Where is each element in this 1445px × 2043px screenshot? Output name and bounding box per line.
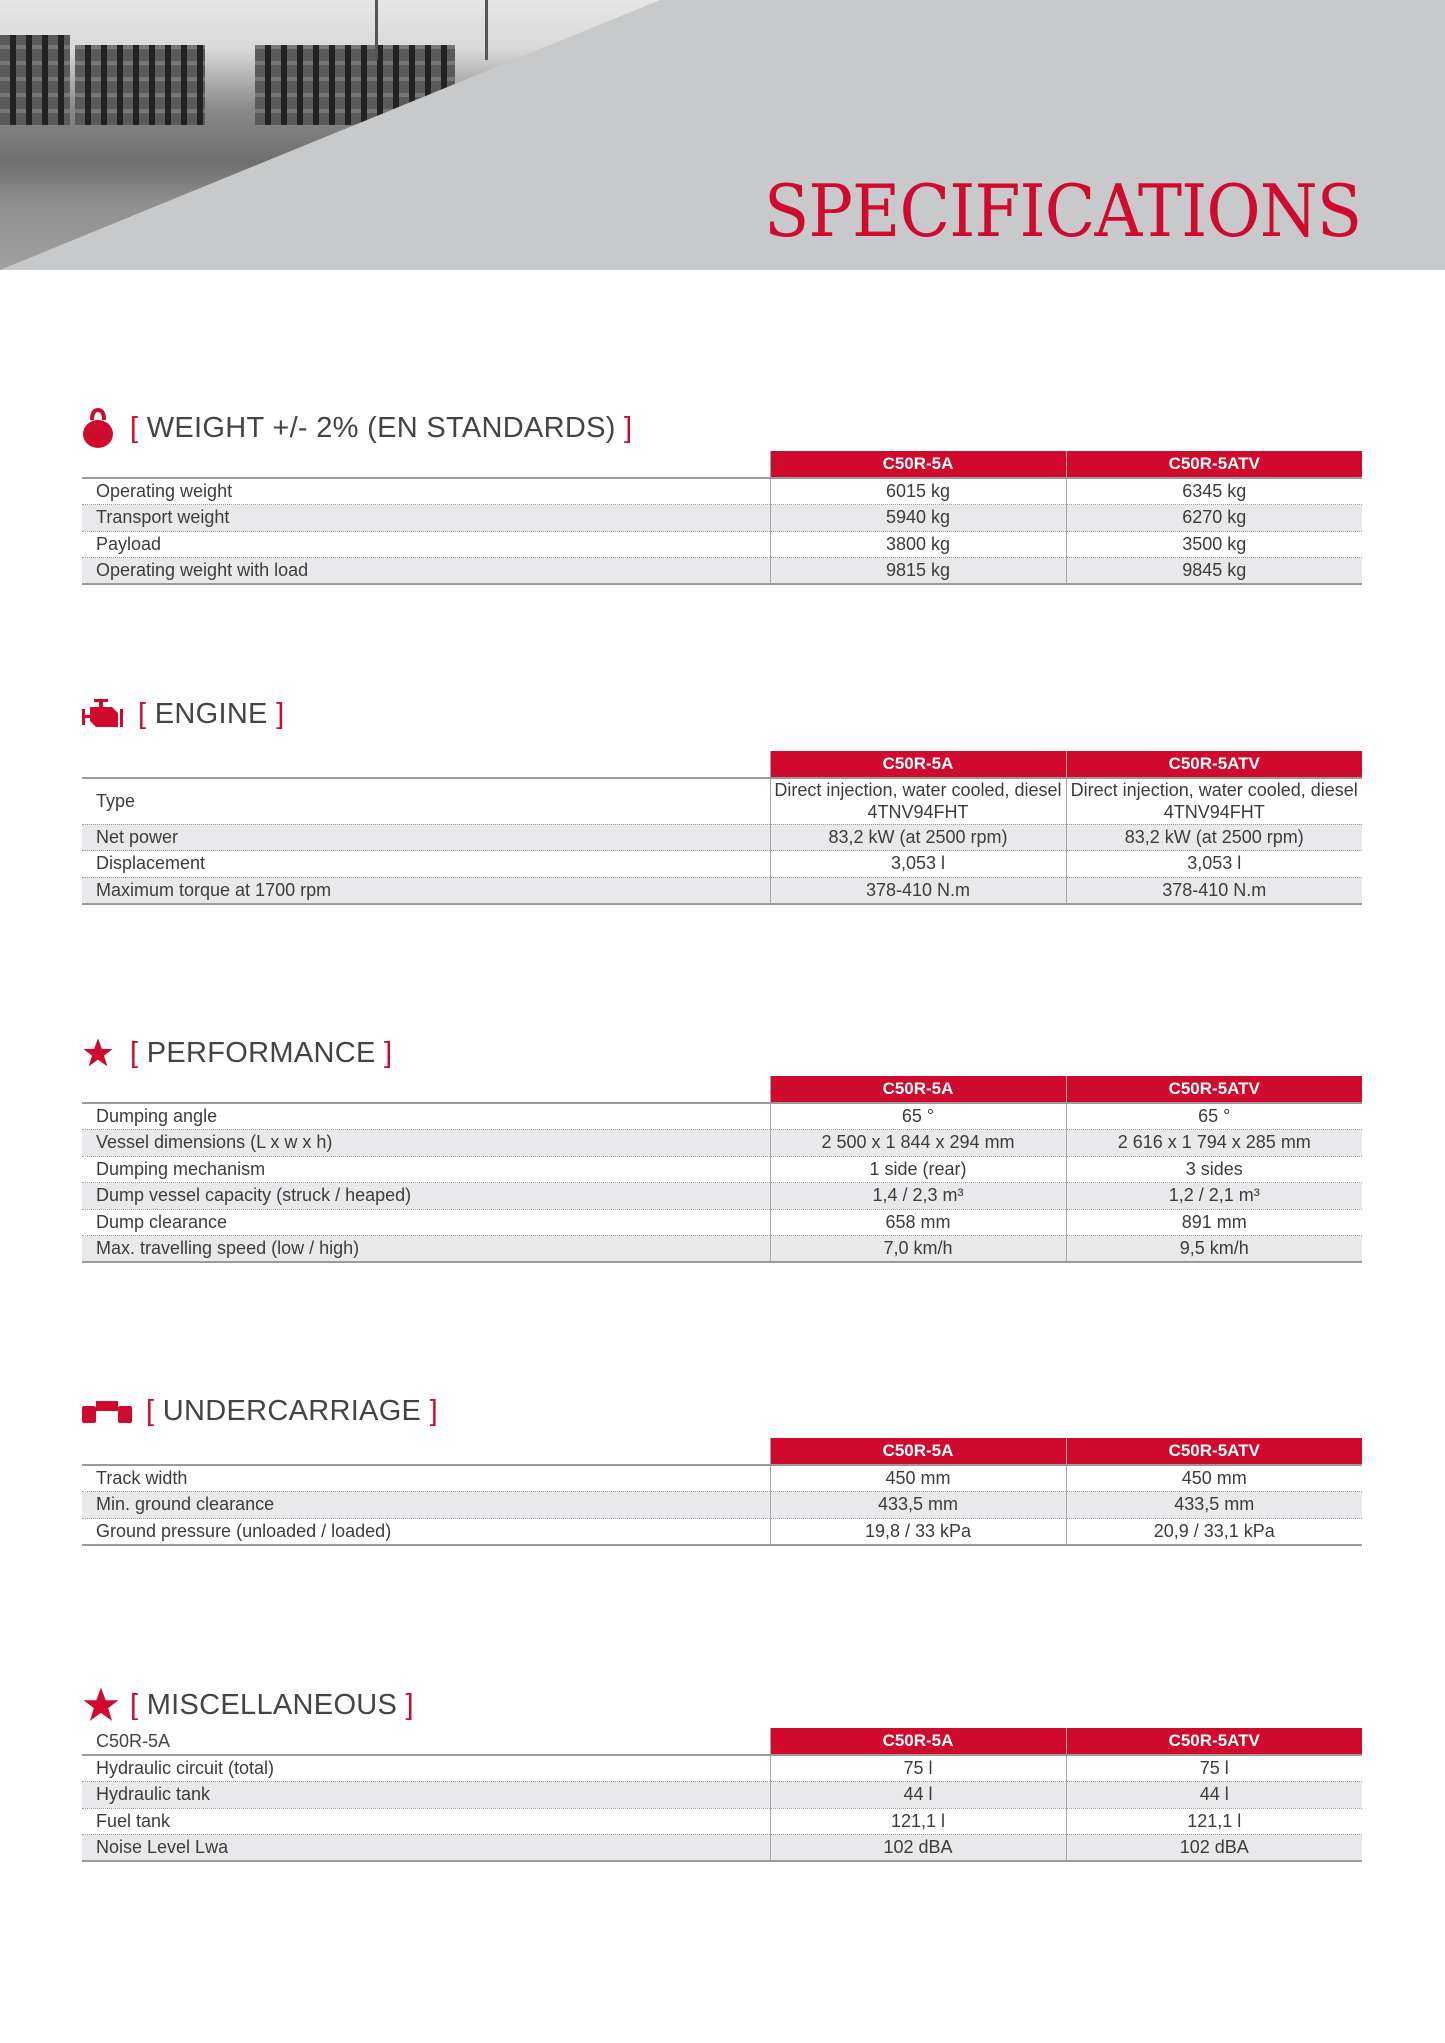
row-value: 2 616 x 1 794 x 285 mm: [1066, 1130, 1362, 1157]
row-label: Hydraulic tank: [82, 1782, 770, 1809]
row-value: 65 °: [770, 1103, 1066, 1130]
corner-label: [82, 1076, 770, 1103]
row-value: 102 dBA: [1066, 1835, 1362, 1862]
row-label: Operating weight: [82, 478, 770, 505]
table-row: [82, 824, 1362, 851]
table-row: [82, 531, 1362, 558]
row-value: 65 °: [1066, 1103, 1362, 1130]
row-label: Fuel tank: [82, 1808, 770, 1835]
row-value: Direct injection, water cooled, diesel 4TNV94FHT: [1066, 778, 1362, 824]
section-title: UNDERCARRIAGE: [162, 1394, 422, 1427]
star-icon: [82, 1685, 122, 1725]
table-row: [82, 505, 1362, 532]
row-value: 450 mm: [1066, 1465, 1362, 1492]
row-value: 44 l: [770, 1782, 1066, 1809]
table-row: [82, 1518, 1362, 1545]
section-weight: [ WEIGHT +/- 2% (EN STANDARDS) ] C50R-5A C50R-5ATV Operating weight 6015 kg 6345 kg Transport weight 5940 kg 6270 kg Payload 3800 kg 3500 kg Operating weight with load 9815 kg 9845 kg: [82, 405, 1362, 585]
row-label: Ground pressure (unloaded / loaded): [82, 1518, 770, 1545]
row-label: Vessel dimensions (L x w x h): [82, 1130, 770, 1157]
column-header: C50R-5A: [770, 451, 1066, 478]
table-row: [82, 478, 1362, 505]
header-banner: [0, 0, 1445, 270]
table-row: [82, 1492, 1362, 1519]
section-performance: [ PERFORMANCE ] C50R-5A C50R-5ATV Dumping angle 65 ° 65 ° Vessel dimensions (L x w x h) 2 500 x 1 844 x 294 mm 2 616 x 1 794 x 285 mm Dumping mechanism 1 side (rear) 3 sides Dump vessel capacity (struck / heaped) 1,4 / 2,3 m³ 1,2 / 2,1 m³ Dump clearance 658 mm 891 mm Max. travelling speed (low / high) 7,0 km/h 9,5 km/h: [82, 1030, 1362, 1263]
page-title: SPECIFICATIONS: [763, 169, 1361, 253]
section-title: WEIGHT +/- 2% (EN STANDARDS): [146, 411, 616, 444]
row-label: Dump vessel capacity (struck / heaped): [82, 1183, 770, 1210]
engine-icon: [82, 694, 130, 734]
construction-site-photo: [0, 0, 660, 270]
row-label: Dumping mechanism: [82, 1156, 770, 1183]
table-row: [82, 877, 1362, 904]
corner-label: C50R-5A: [96, 1730, 171, 1751]
row-value: 6270 kg: [1066, 505, 1362, 532]
row-value: 378-410 N.m: [770, 877, 1066, 904]
row-label: Max. travelling speed (low / high): [82, 1236, 770, 1263]
table-row: [82, 1209, 1362, 1236]
row-value: 6345 kg: [1066, 478, 1362, 505]
spec-table: [82, 1438, 1362, 1546]
table-row: [82, 1156, 1362, 1183]
table-row: [82, 1465, 1362, 1492]
row-label: Type: [82, 778, 770, 824]
row-value: 102 dBA: [770, 1835, 1066, 1862]
track-icon: [82, 1391, 138, 1431]
row-label: Dump clearance: [82, 1209, 770, 1236]
spec-table: [82, 451, 1362, 585]
row-value: 3500 kg: [1066, 531, 1362, 558]
row-value: 75 l: [770, 1755, 1066, 1782]
row-label: Transport weight: [82, 505, 770, 532]
spec-table: [82, 1728, 1362, 1862]
column-header: C50R-5ATV: [1066, 1076, 1362, 1103]
section-undercarriage: [ UNDERCARRIAGE ] C50R-5A C50R-5ATV Track width 450 mm 450 mm Min. ground clearance 433,5 mm 433,5 mm Ground pressure (unloaded / loaded) 19,8 / 33 kPa 20,9 / 33,1 kPa: [82, 1388, 1362, 1546]
table-row: [82, 1130, 1362, 1157]
table-row: [82, 1808, 1362, 1835]
row-value: 2 500 x 1 844 x 294 mm: [770, 1130, 1066, 1157]
row-label: Track width: [82, 1465, 770, 1492]
row-value: 450 mm: [770, 1465, 1066, 1492]
spec-table: [82, 751, 1362, 905]
table-row: [82, 1782, 1362, 1809]
row-value: 75 l: [1066, 1755, 1362, 1782]
section-title: MISCELLANEOUS: [146, 1688, 398, 1721]
row-value: 433,5 mm: [770, 1492, 1066, 1519]
column-header: C50R-5ATV: [1066, 1438, 1362, 1465]
row-value: 7,0 km/h: [770, 1236, 1066, 1263]
row-value: 433,5 mm: [1066, 1492, 1362, 1519]
row-label: Noise Level Lwa: [82, 1835, 770, 1862]
row-value: 1,2 / 2,1 m³: [1066, 1183, 1362, 1210]
row-value: 83,2 kW (at 2500 rpm): [770, 824, 1066, 851]
column-header: C50R-5ATV: [1066, 1728, 1362, 1755]
row-value: 3,053 l: [770, 851, 1066, 878]
row-value: 9,5 km/h: [1066, 1236, 1362, 1263]
row-label: Hydraulic circuit (total): [82, 1755, 770, 1782]
table-row: [82, 558, 1362, 585]
table-row: [82, 1755, 1362, 1782]
column-header: C50R-5A: [770, 1076, 1066, 1103]
row-value: 5940 kg: [770, 505, 1066, 532]
row-value: 19,8 / 33 kPa: [770, 1518, 1066, 1545]
weight-icon: [82, 408, 122, 448]
row-value: 891 mm: [1066, 1209, 1362, 1236]
row-label: Operating weight with load: [82, 558, 770, 585]
section-title: ENGINE: [154, 697, 268, 730]
table-row: [82, 1103, 1362, 1130]
table-row: [82, 1236, 1362, 1263]
spec-table: [82, 1076, 1362, 1263]
row-value: 83,2 kW (at 2500 rpm): [1066, 824, 1362, 851]
row-value: 20,9 / 33,1 kPa: [1066, 1518, 1362, 1545]
section-title: PERFORMANCE: [146, 1036, 376, 1069]
row-value: 3 sides: [1066, 1156, 1362, 1183]
table-row: [82, 851, 1362, 878]
row-label: Maximum torque at 1700 rpm: [82, 877, 770, 904]
row-label: Min. ground clearance: [82, 1492, 770, 1519]
row-value: 121,1 l: [1066, 1808, 1362, 1835]
column-header: C50R-5A: [770, 1438, 1066, 1465]
row-value: 6015 kg: [770, 478, 1066, 505]
table-row: [82, 1183, 1362, 1210]
table-row: [82, 778, 1362, 824]
star-icon: [82, 1033, 122, 1073]
corner-label: [82, 1438, 770, 1465]
row-value: 44 l: [1066, 1782, 1362, 1809]
row-value: 1,4 / 2,3 m³: [770, 1183, 1066, 1210]
row-value: 378-410 N.m: [1066, 877, 1362, 904]
corner-label: [82, 451, 770, 478]
row-label: Dumping angle: [82, 1103, 770, 1130]
section-miscellaneous: [ MISCELLANEOUS ] C50R-5A C50R-5A C50R-5ATV Hydraulic circuit (total) 75 l 75 l Hydraulic tank 44 l 44 l Fuel tank 121,1 l 121,1 l Noise Level Lwa 102 dBA 102 dBA: [82, 1682, 1362, 1862]
section-engine: [ ENGINE ] C50R-5A C50R-5ATV Type Direct injection, water cooled, diesel 4TNV94FHT Direct injection, water cooled, diesel 4TNV94FHT Net power 83,2 kW (at 2500 rpm) 83,2 kW (at 2500 rpm) Displacement 3,053 l 3,053 l Maximum torque at 1700 rpm 378-410 N.m 378-410 N.m: [82, 691, 1362, 905]
table-row: [82, 1835, 1362, 1862]
row-value: 121,1 l: [770, 1808, 1066, 1835]
corner-label: [82, 751, 770, 778]
row-value: 9845 kg: [1066, 558, 1362, 585]
row-value: Direct injection, water cooled, diesel 4TNV94FHT: [770, 778, 1066, 824]
column-header: C50R-5A: [770, 1728, 1066, 1755]
row-value: 3800 kg: [770, 531, 1066, 558]
row-value: 1 side (rear): [770, 1156, 1066, 1183]
row-label: Displacement: [82, 851, 770, 878]
row-label: Payload: [82, 531, 770, 558]
column-header: C50R-5A: [770, 751, 1066, 778]
row-label: Net power: [82, 824, 770, 851]
row-value: 3,053 l: [1066, 851, 1362, 878]
column-header: C50R-5ATV: [1066, 451, 1362, 478]
row-value: 658 mm: [770, 1209, 1066, 1236]
column-header: C50R-5ATV: [1066, 751, 1362, 778]
row-value: 9815 kg: [770, 558, 1066, 585]
